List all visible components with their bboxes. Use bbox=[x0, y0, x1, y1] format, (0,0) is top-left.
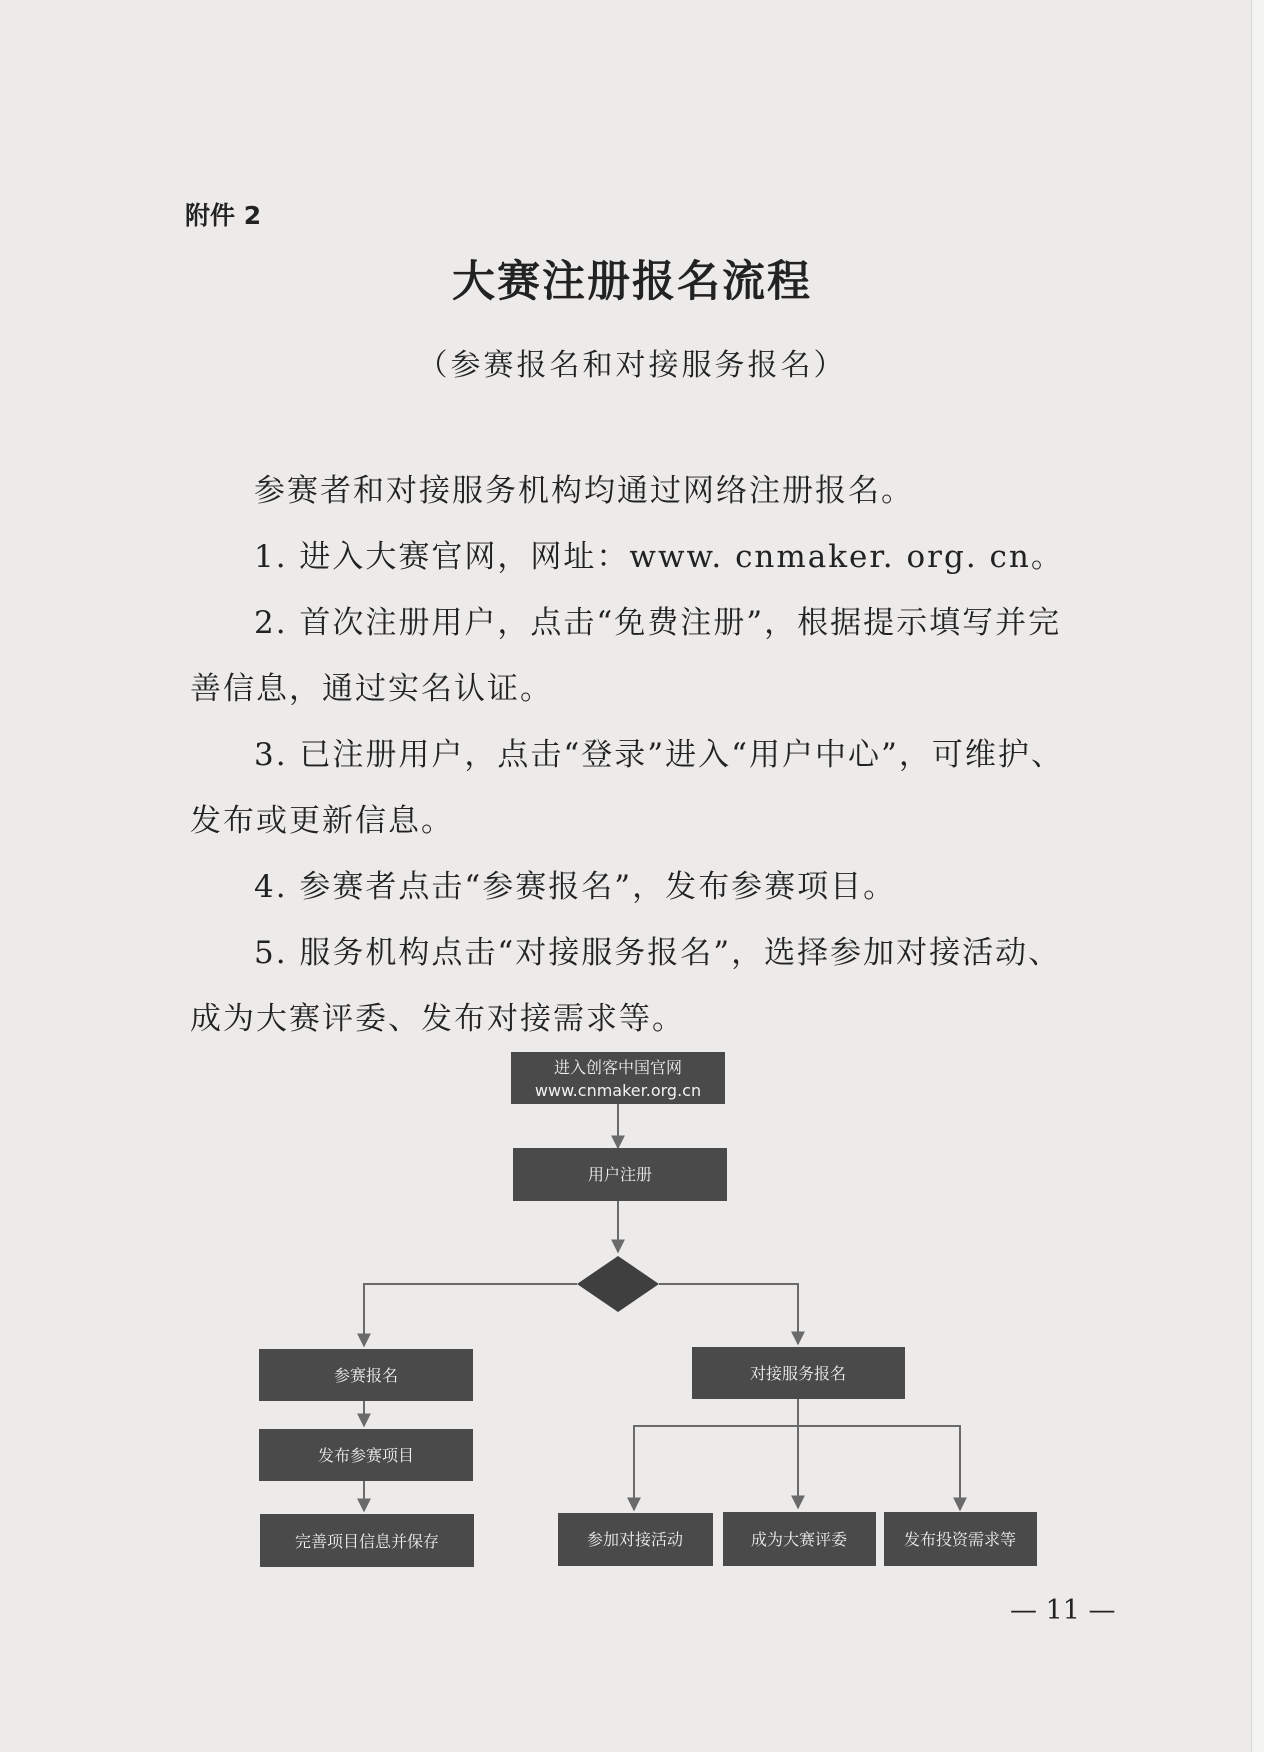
page-subtitle: （参赛报名和对接服务报名） bbox=[417, 348, 847, 383]
node-enter-site-label: 进入创客中国官网 bbox=[553, 1058, 683, 1077]
annex-label: 附件 2 bbox=[185, 201, 262, 230]
node-become-judge bbox=[723, 1512, 876, 1566]
intro-paragraph: 参赛者和对接服务机构均通过网络注册报名。 bbox=[254, 473, 914, 509]
node-compete-signup-label: 参赛报名 bbox=[333, 1366, 399, 1385]
node-enter-site-url: www.cnmaker.org.cn bbox=[534, 1081, 702, 1100]
node-publish-demand-label: 发布投资需求等 bbox=[903, 1530, 1017, 1549]
node-compete-signup bbox=[259, 1349, 473, 1401]
node-register bbox=[513, 1148, 727, 1201]
node-service-signup-label: 对接服务报名 bbox=[749, 1364, 847, 1383]
node-join-activities bbox=[558, 1513, 713, 1566]
step-5-paragraph: 5. 服务机构点击“对接服务报名”，选择参加对接活动、成为大赛评委、发布对接需求等。 bbox=[190, 935, 1062, 1037]
node-publish-demand bbox=[884, 1512, 1037, 1566]
step-1-paragraph: 1. 进入大赛官网，网址：www. cnmaker. org. cn。 bbox=[254, 539, 1064, 575]
page-number: — 11 — bbox=[1010, 1595, 1116, 1626]
node-become-judge-label: 成为大赛评委 bbox=[750, 1530, 848, 1549]
decision-diamond bbox=[577, 1256, 659, 1312]
node-enter-site bbox=[511, 1052, 725, 1104]
node-publish-project-label: 发布参赛项目 bbox=[317, 1446, 415, 1465]
node-register-label: 用户注册 bbox=[587, 1165, 653, 1184]
page-title: 大赛注册报名流程 bbox=[452, 257, 812, 307]
node-service-signup bbox=[692, 1347, 905, 1399]
node-join-activities-label: 参加对接活动 bbox=[586, 1530, 684, 1549]
node-publish-project bbox=[259, 1429, 473, 1481]
node-complete-info bbox=[260, 1514, 474, 1567]
step-2-paragraph: 2. 首次注册用户，点击“免费注册”，根据提示填写并完善信息，通过实名认证。 bbox=[190, 605, 1062, 707]
step-3-paragraph: 3. 已注册用户，点击“登录”进入“用户中心”，可维护、发布或更新信息。 bbox=[190, 737, 1064, 839]
step-4-paragraph: 4. 参赛者点击“参赛报名”，发布参赛项目。 bbox=[254, 869, 897, 905]
node-complete-info-label: 完善项目信息并保存 bbox=[294, 1532, 440, 1551]
